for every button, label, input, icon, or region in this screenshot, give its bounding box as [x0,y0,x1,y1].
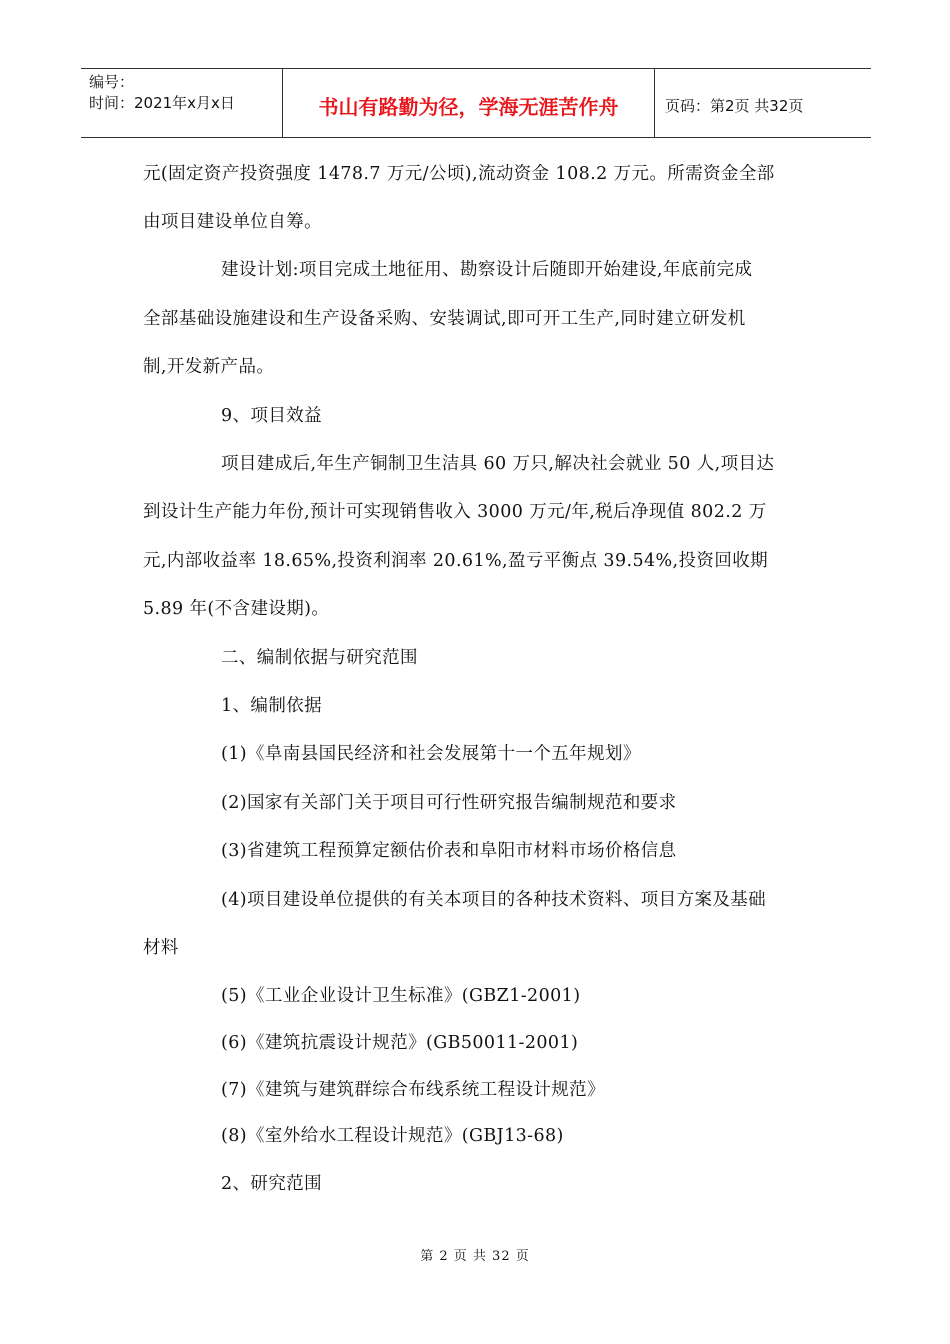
list-item: (7)《建筑与建筑群综合布线系统工程设计规范》 [221,1080,605,1100]
list-item-continuation: 材料 [143,938,179,958]
list-item: (4)项目建设单位提供的有关本项目的各种技术资料、项目方案及基础 [221,890,767,910]
header-page-info: 页码：第2页 共32页 [665,96,804,115]
paragraph-line: 元,内部收益率 18.65%,投资利润率 20.61%,盈亏平衡点 39.54%,投资回收期 [143,551,769,571]
header-motto: 书山有路勤为径，学海无涯苦作舟 [283,69,655,137]
paragraph-line: 全部基础设施建设和生产设备采购、安装调试,即可开工生产,同时建立研发机 [143,309,746,329]
section-heading: 二、编制依据与研究范围 [221,648,418,668]
date-label: 时间：2021年x月x日 [89,94,235,112]
page-footer: 第 2 页 共 32 页 [420,1249,530,1264]
paragraph-line: 建设计划:项目完成土地征用、勘察设计后随即开始建设,年底前完成 [221,260,753,280]
section-heading: 9、项目效益 [221,406,323,426]
paragraph-line: 项目建成后,年生产铜制卫生洁具 60 万只,解决社会就业 50 人,项目达 [221,454,775,474]
paragraph-line: 由项目建设单位自筹。 [143,212,322,232]
document-header [81,68,871,138]
paragraph-line: 元(固定资产投资强度 1478.7 万元/公顷),流动资金 108.2 万元。所需资金全部 [143,164,775,184]
section-heading: 2、研究范围 [221,1174,323,1194]
list-item: (5)《工业企业设计卫生标准》(GBZ1-2001) [221,986,581,1006]
list-item: (8)《室外给水工程设计规范》(GBJ13-68) [221,1126,564,1146]
paragraph-line: 5.89 年(不含建设期)。 [143,599,330,619]
header-meta [81,69,283,137]
list-item: (1)《阜南县国民经济和社会发展第十一个五年规划》 [221,744,641,764]
paragraph-line: 到设计生产能力年份,预计可实现销售收入 3000 万元/年,税后净现值 802.2 万 [143,502,767,522]
list-item: (3)省建筑工程预算定额估价表和阜阳市材料市场价格信息 [221,841,677,861]
list-item: (6)《建筑抗震设计规范》(GB50011-2001) [221,1033,579,1053]
paragraph-line: 制,开发新产品。 [143,357,275,377]
list-item: (2)国家有关部门关于项目可行性研究报告编制规范和要求 [221,793,677,813]
number-label: 编号： [89,73,135,91]
section-heading: 1、编制依据 [221,696,323,716]
